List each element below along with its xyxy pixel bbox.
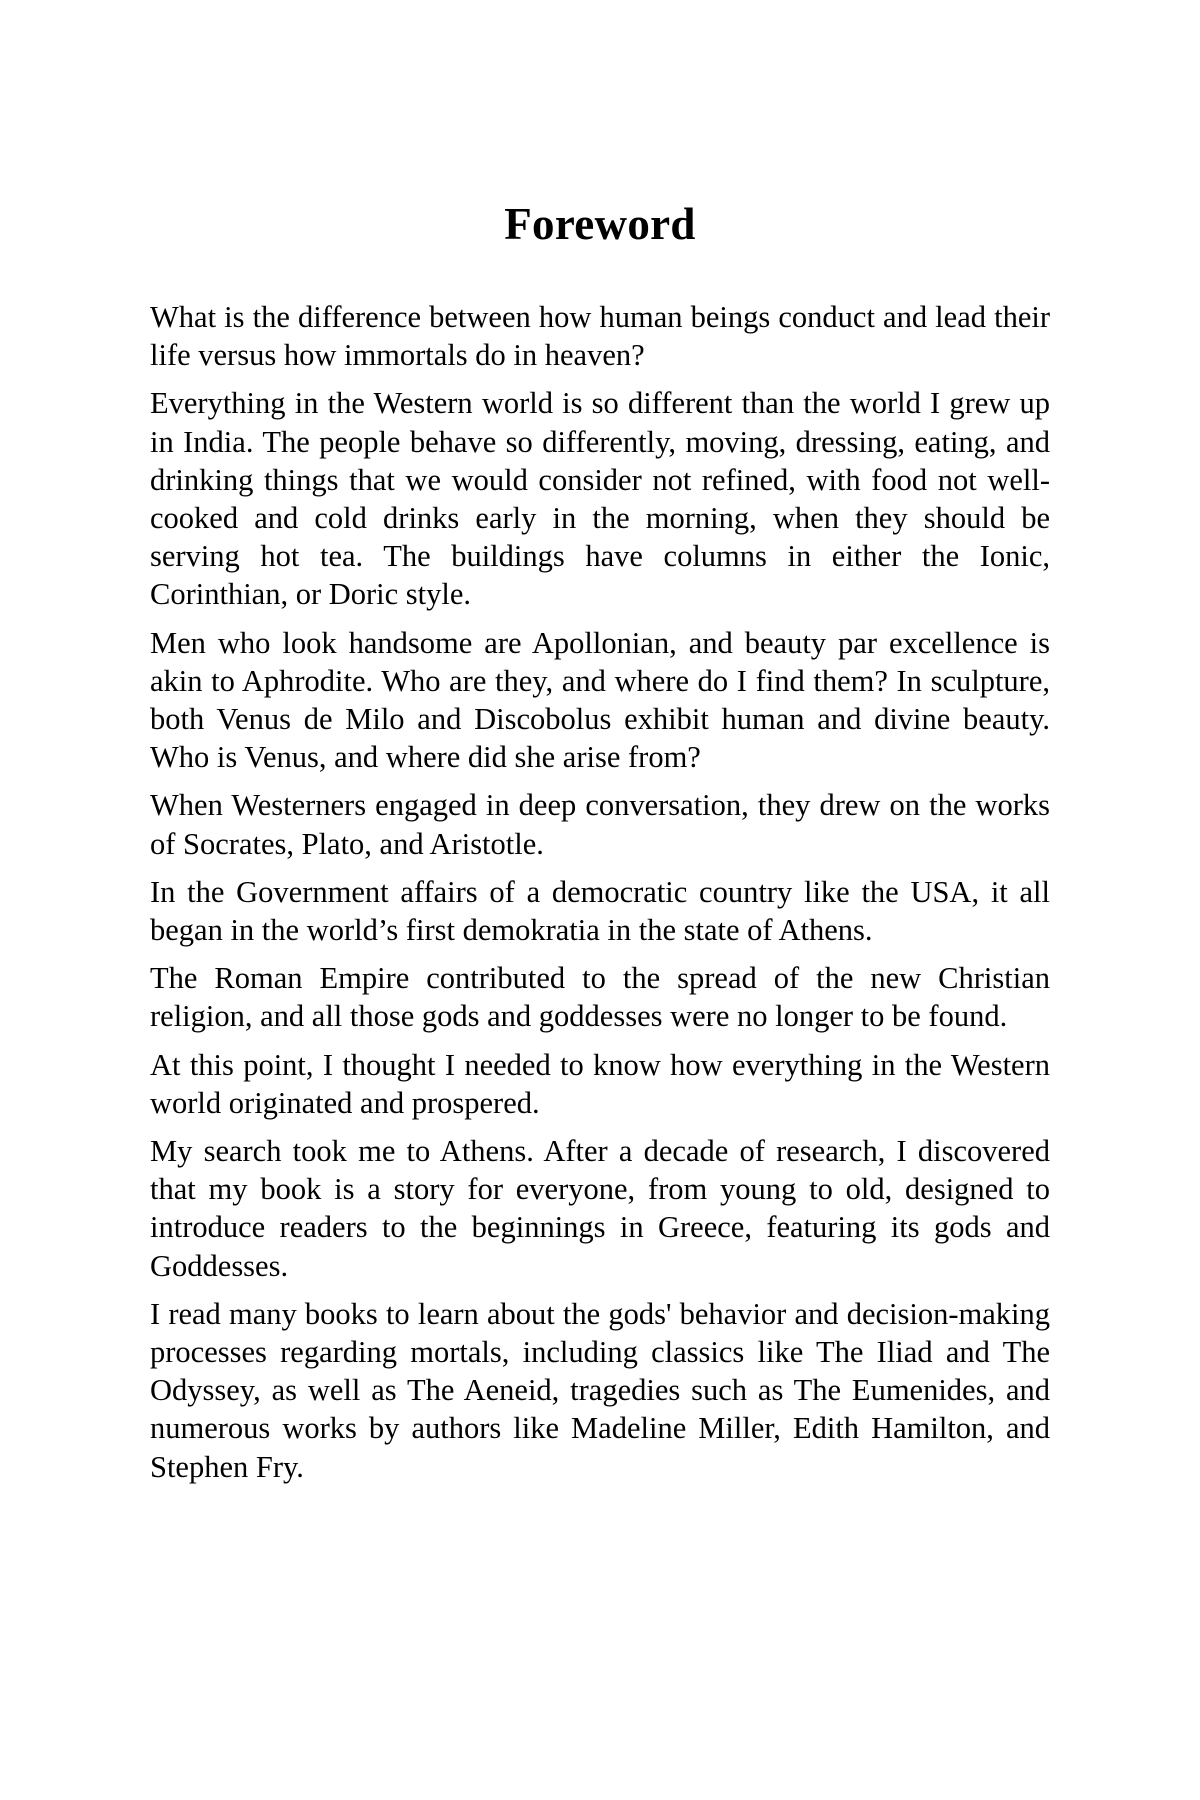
paragraph-8: My search took me to Athens. After a decade of research, I discovered that my book is a story for everyone, from young to old, designed to introduce readers to the beginnings in Greece, featuring its gods and Goddesses. — [150, 1134, 1050, 1283]
page-title: Foreword — [504, 199, 696, 249]
paragraph-4: When Westerners engaged in deep conversation, they drew on the works of Socrates, Plato, and Aristotle. — [150, 788, 1050, 861]
paragraph-1: What is the difference between how human beings conduct and lead their life versus how immortals do in heaven? — [150, 300, 1050, 373]
paragraph-3: Men who look handsome are Apollonian, and beauty par excellence is akin to Aphrodite. Who are they, and where do I find them? In sculpture, both Venus de Milo and Discobolus exhibit human and divine beauty. Who is Venus, and where did she arise from? — [150, 625, 1050, 775]
paragraph-9: I read many books to learn about the gods' behavior and decision-making processes regarding mortals, including classics like The Iliad and The Odyssey, as well as The Aeneid, tragedies such as The Eumenides, and numerous works by authors like Madeline Miller, Edith Hamilton, and Stephen Fry. — [150, 1296, 1050, 1484]
paragraph-2: Everything in the Western world is so different than the world I grew up in India. The people behave so differently, moving, dressing, eating, and drinking things that we would consider not refined, with food not well-cooked and cold drinks early in the morning, when they should be serving hot tea. The buildings have columns in either the Ionic, Corinthian, or Doric style. — [150, 386, 1050, 612]
foreword-body — [150, 298, 1050, 1496]
paragraph-5: In the Government affairs of a democratic country like the USA, it all began in the world’s first demokratia in the state of Athens. — [150, 874, 1050, 948]
paragraph-6: The Roman Empire contributed to the spread of the new Christian religion, and all those gods and goddesses were no longer to be found. — [150, 961, 1050, 1034]
paragraph-7: At this point, I thought I needed to know how everything in the Western world originated and prospered. — [150, 1047, 1050, 1120]
